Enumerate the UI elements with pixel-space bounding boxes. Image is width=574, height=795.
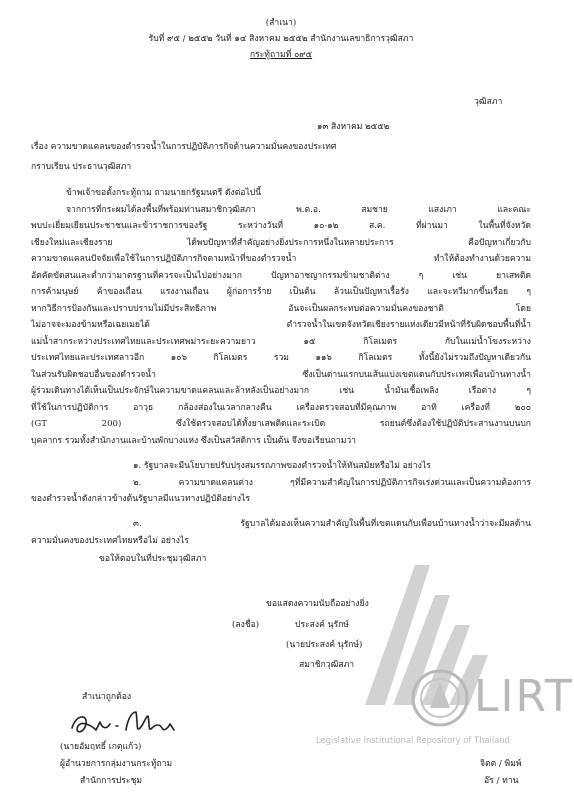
body-line: ในส่วนรับผิดชอบอื่นของตำรวจน้ำ ซึ่งเป็นด่านแรกบนเส้นแบ่งเขตแดนกับประเทศเพื่อนบ้านทางน้ำ (31, 370, 531, 380)
question-item-3-cont: ความมั่นคงของประเทศไทยหรือไม่ อย่างไร (31, 536, 189, 546)
certifier-title: ผู้อำนวยการกลุ่มงานกระทู้ถาม (60, 759, 173, 769)
signed-label: (ลงชื่อ) (232, 620, 260, 630)
body-line: (GT 200) ซึ่งใช้ตรวจสอบได้ทั้งยาเสพติดและระเบิด รถยนต์ซึ่งต้องใช้ปฏิบัติประสานงานบนบก (31, 419, 531, 429)
question-number: กระทู้ถามที่ ๐๙๕ (249, 50, 313, 60)
question-item-2: ๒. ความขาดแคลนต่าง ๆที่มีความสำคัญในการปฏิบัติภารกิจเร่งด่วนและเป็นความต้องการ (133, 478, 531, 488)
signer-position: สมาชิกวุฒิสภา (299, 660, 355, 670)
body-line: ที่ใช้ในการปฏิบัติการ อาวุธ กล้องส่องในเวลากลางคืน เครื่องตรวจสอบที่มีคุณภาพ อาทิ เครื่องที่ ๒๐๐ (31, 403, 531, 413)
body-line: ผู้ร่วมเดินทางได้เห็นเป็นประจักษ์ในความขาดแคลนและล้าหลังเป็นอย่างมาก เช่น น้ำมันเชื้อเพลิง เรือต่าง ๆ (31, 386, 531, 396)
body-line: การค้ามนุษย์ ค้าของเถื่อน แรงงานเถื่อน ผู้ก่อการร้าย เป็นต้น ล้วนเป็นปัญหาเรื้อรัง และจะทวีมากขึ้นเรื่อย ๆ (31, 287, 531, 297)
body-line: หากวิธีการป้องกันและปราบปรามไม่มีประสิทธิภาพ อันจะเป็นผลกระทบต่อความมั่นคงของชาติ โดย (31, 304, 531, 314)
body-line: ประเทศไทยและประเทศลาวอีก ๑๐๖ กิโลเมตร รวม ๑๑๖ กิโลเมตร ทั้งนี้ยังไม่รวมถึงปัญหาเดียวกัน (31, 353, 531, 363)
lirt-logo-text: LIRT (474, 671, 574, 722)
lirt-caption: Legislative Institutional Repository of Thailand (316, 735, 510, 745)
letter-date: ๑๓ สิงหาคม ๒๕๕๒ (317, 122, 390, 132)
addressee-org: วุฒิสภา (474, 97, 503, 107)
checker-mark: อ๊ร / ทาน (484, 776, 519, 786)
body-line: บุคลากร รวมทั้งสำนักงานและบ้านพักบางแห่ง ซึ่งเป็นสวัสดิการ เป็นต้น จึงขอเรียนถามว่า (31, 436, 357, 446)
body-line: ไม่อาจจะมองข้ามหรือเฉยเมยได้ ตำรวจน้ำในเขตจังหวัดเชียงรายแห่งเดียวมีหน้าที่รับผิดชอบพื้นที่น้ำ (31, 320, 531, 330)
body-line: เชียงใหม่และเชียงราย ได้พบปัญหาที่สำคัญอย่างยิ่งประการหนึ่งในหลายประการ คือปัญหาเกี่ยวกับ (31, 238, 531, 248)
printed-name: (นายประสงค์ นุรักษ์) (286, 640, 363, 650)
certifier-name: (นายอัมฤทธิ์ เกตุแก้ว) (60, 742, 142, 752)
body-line: จากการที่กระผมได้ลงพื้นที่พร้อมท่านสมาชิกวุฒิสภา พ.ต.อ. สมชาย แสงเภา และคณะ (66, 205, 531, 215)
opening-line: ข้าพเจ้าขอตั้งกระทู้ถาม ถามนายกรัฐมนตรี ดังต่อไปนี้ (66, 188, 262, 198)
body-line: พบปะเยี่ยมเยียนประชาชนและข้าราชการของรัฐ ระหว่างวันที่ ๑๐-๑๒ ส.ค. ที่ผ่านมา ในพื้นที่จังหวัด (31, 221, 531, 231)
certified-copy-label: สำเนาถูกต้อง (82, 692, 132, 702)
subject-line: เรื่อง ความขาดแคลนของตำรวจน้ำในการปฏิบัติภารกิจด้านความมั่นคงของประเทศ (31, 142, 337, 152)
certifier-office: สำนักการประชุม (80, 776, 142, 786)
salutation: กราบเรียน ประธานวุฒิสภา (31, 162, 132, 172)
body-line: ความขาดแคลนปัจจัยเพื่อใช้ในการปฏิบัติภารกิจตามหน้าที่ของตำรวจน้ำ ทำให้ต้องทำงานด้วยความ (31, 254, 531, 264)
received-reference-line: รับที่ ๙๕ / ๒๕๕๒ วันที่ ๑๔ สิงหาคม ๒๕๕๒ สำนักงานเลขาธิการวุฒิสภา (148, 34, 414, 44)
regards-line: ขอแสดงความนับถืออย่างยิ่ง (266, 599, 369, 609)
parliament-seal-icon (410, 668, 470, 728)
copy-stamp: (สำเนา) (265, 18, 297, 28)
closing-request: ขอให้ตอบในที่ประชุมวุฒิสภา (99, 554, 207, 564)
signed-name: ประสงค์ นุรักษ์ (295, 620, 349, 630)
question-item-1: ๑. รัฐบาลจะมีนโยบายปรับปรุงสมรรถภาพของตำรวจน้ำให้ทันสมัยหรือไม่ อย่างไร (133, 461, 431, 471)
question-item-2-cont: ของตำรวจน้ำดังกล่าวข้างต้นรัฐบาลมีแนวทางปฏิบัติอย่างไร (31, 494, 250, 504)
body-line: อัตคัดขัดสนและต่ำกว่ามาตรฐานที่ควรจะเป็นไปอย่างมาก ปัญหาอาชญากรรมข้ามชาติต่าง ๆ เช่น ยาเสพติด (31, 271, 531, 281)
body-line: แม่น้ำสากระหว่างประเทศไทยและประเทศพม่าระยะความยาว ๑๕ กิโลเมตร กับในแม่น้ำโขงระหว่าง (31, 337, 531, 347)
question-item-3: ๓. รัฐบาลได้มองเห็นความสำคัญในพื้นที่เขตแดนกับเพื่อนบ้านทางน้ำว่าจะมีผลด้าน (133, 519, 531, 529)
handwritten-signature (66, 706, 186, 742)
typist-mark: จิตต / พิมพ์ (480, 759, 522, 769)
